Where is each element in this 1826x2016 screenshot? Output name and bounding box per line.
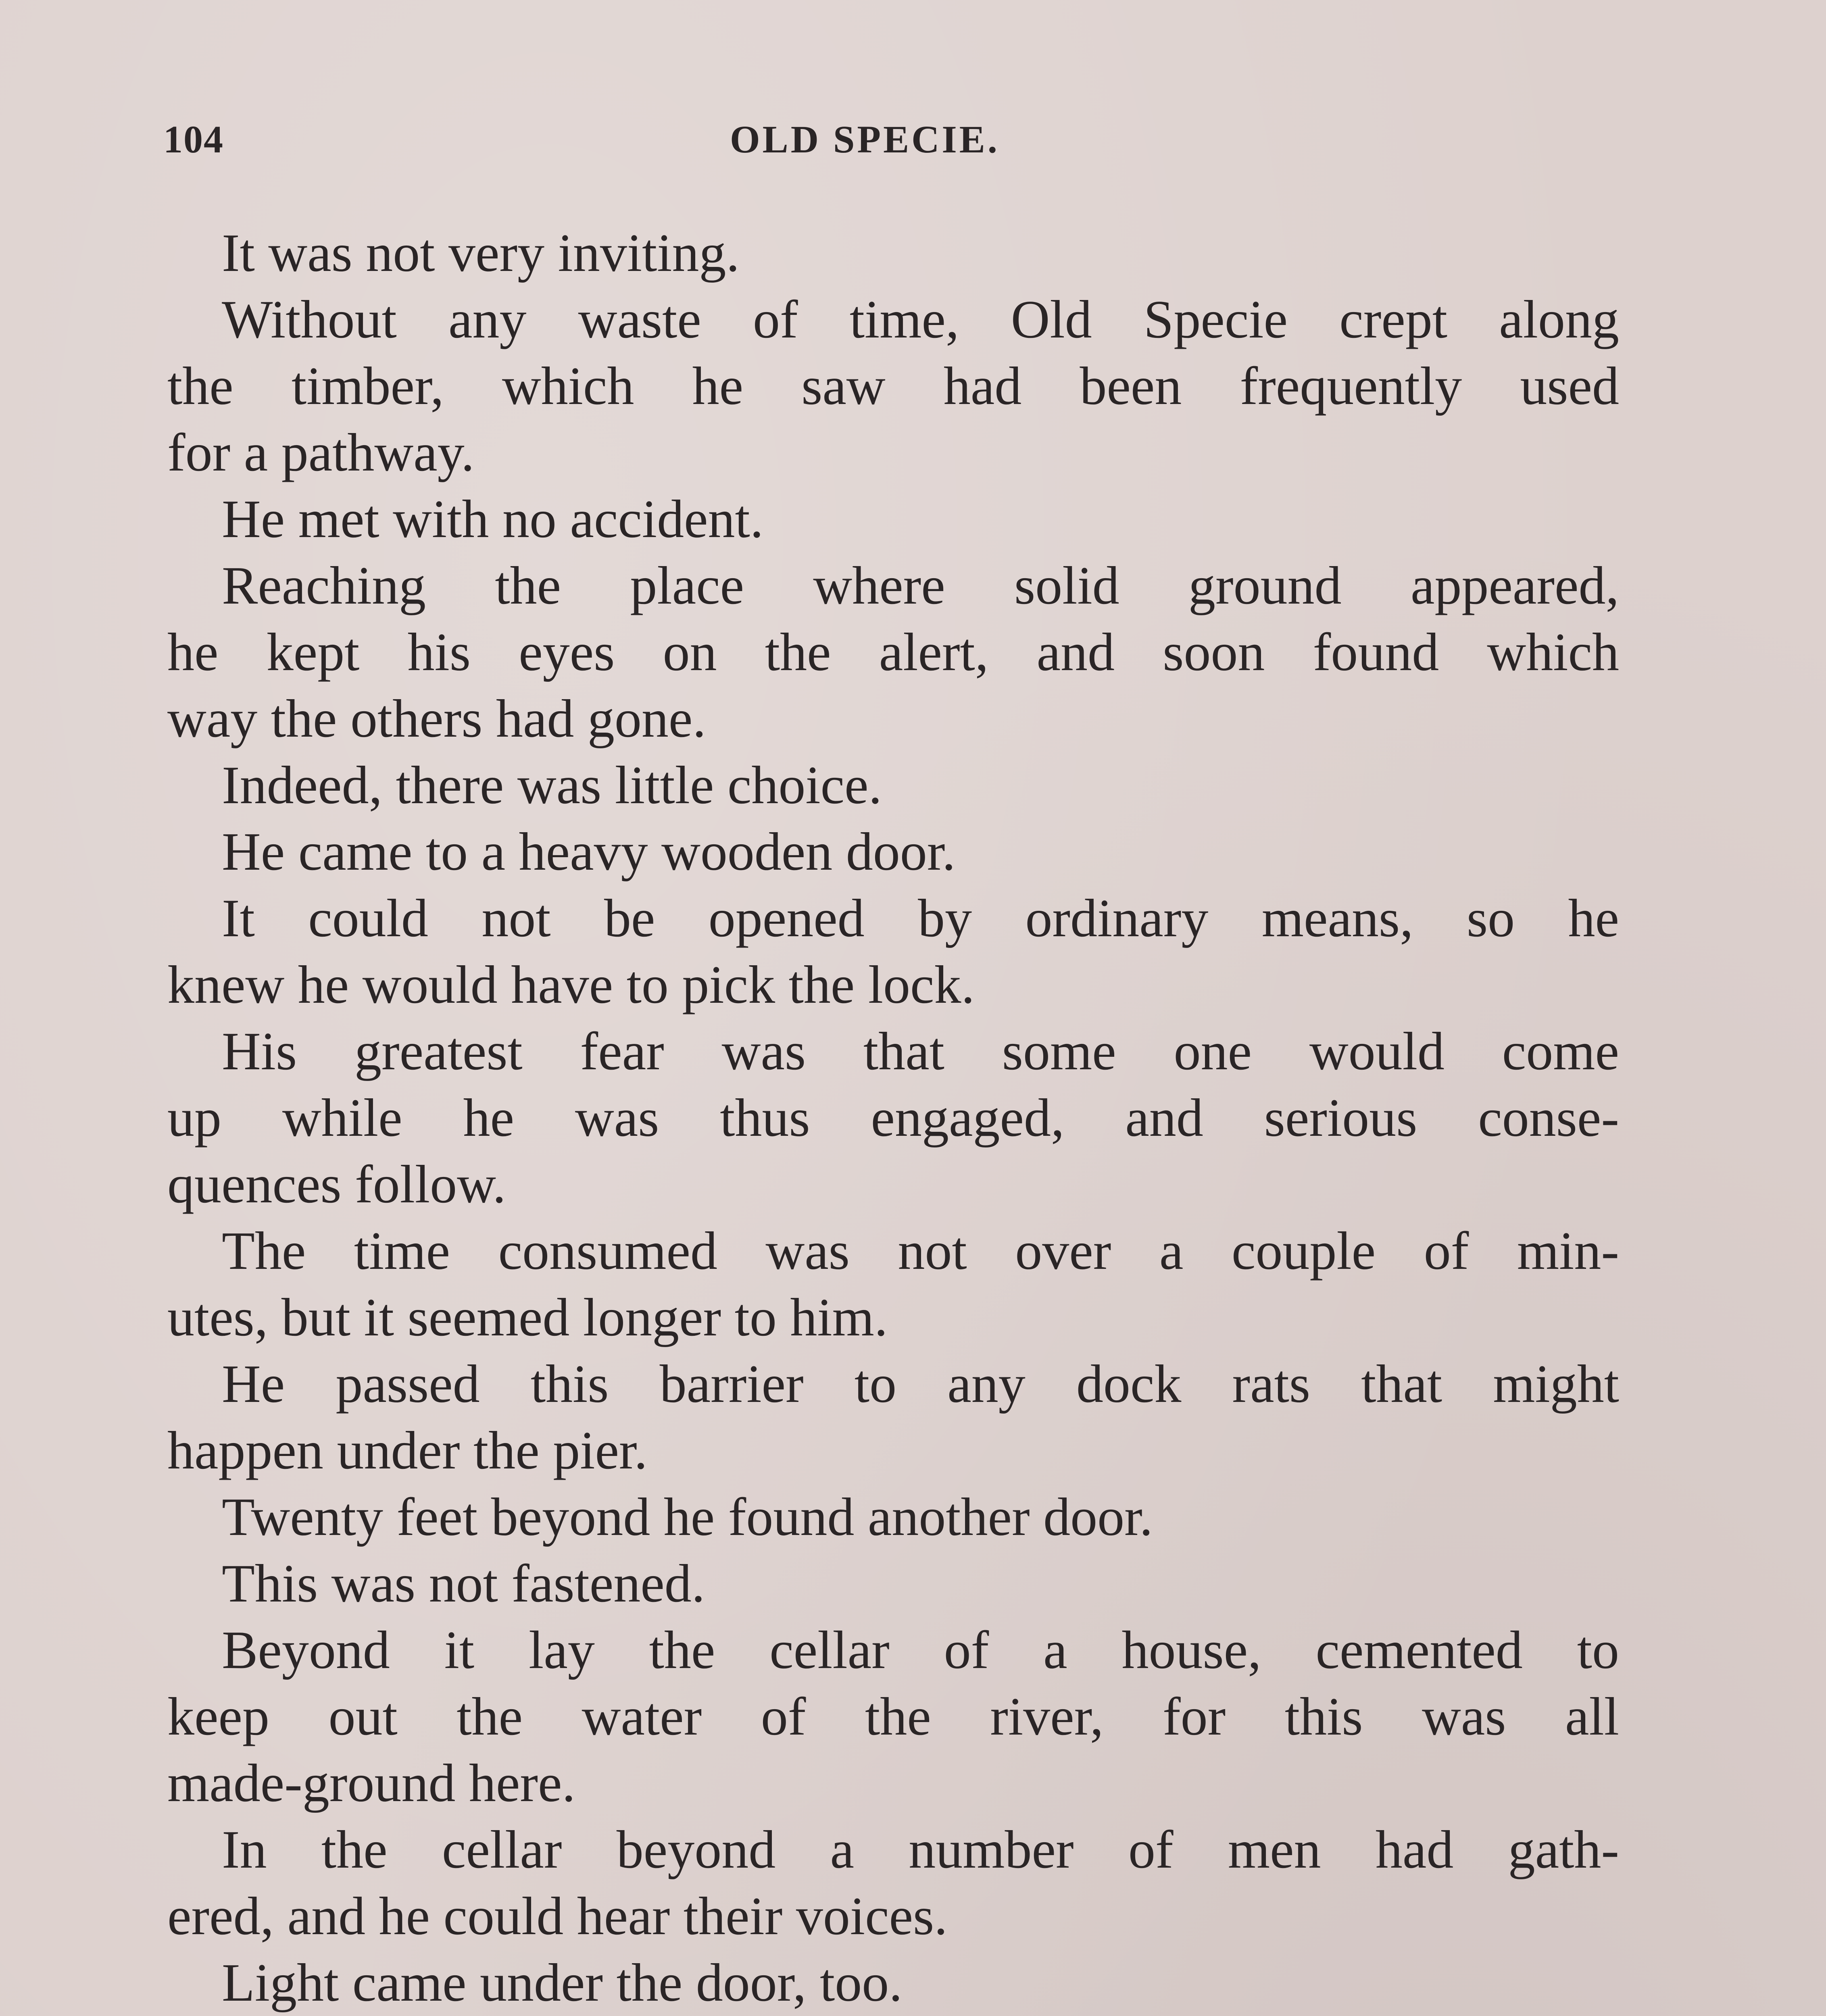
text-line: His greatest fear was that some one would come bbox=[222, 1021, 1619, 1081]
paragraph bbox=[167, 552, 1619, 752]
text-line: he kept his eyes on the alert, and soon found which bbox=[167, 622, 1619, 682]
text-line: It was not very inviting. bbox=[222, 223, 740, 283]
paragraph bbox=[167, 1617, 1619, 1816]
text-line: the timber, which he saw had been frequently used bbox=[167, 356, 1619, 416]
paragraph bbox=[167, 1816, 1619, 1949]
paragraph bbox=[167, 752, 1619, 818]
paragraph bbox=[167, 885, 1619, 1018]
paragraph bbox=[167, 1351, 1619, 1484]
body-text bbox=[167, 220, 1619, 2016]
paragraph bbox=[167, 486, 1619, 552]
text-line: Twenty feet beyond he found another door. bbox=[222, 1487, 1153, 1547]
text-line: Reaching the place where solid ground appeared, bbox=[222, 556, 1619, 615]
text-line: quences follow. bbox=[167, 1154, 506, 1214]
paragraph bbox=[167, 1218, 1619, 1351]
text-line: happen under the pier. bbox=[167, 1420, 648, 1480]
paragraph bbox=[167, 1018, 1619, 1218]
text-line: Beyond it lay the cellar of a house, cemented to bbox=[222, 1620, 1619, 1680]
text-line: Light came under the door, too. bbox=[222, 1953, 903, 2012]
paragraph bbox=[167, 286, 1619, 486]
text-line: ered, and he could hear their voices. bbox=[167, 1886, 948, 1946]
text-line: He came to a heavy wooden door. bbox=[222, 822, 956, 881]
text-line: made-ground here. bbox=[167, 1753, 576, 1813]
paragraph bbox=[167, 220, 1619, 286]
text-line: up while he was thus engaged, and serious conse- bbox=[167, 1088, 1619, 1148]
paragraph bbox=[167, 1484, 1619, 1550]
text-line: for a pathway. bbox=[167, 423, 475, 482]
page-header bbox=[163, 117, 1615, 181]
text-line: Without any waste of time, Old Specie crept along bbox=[222, 289, 1619, 349]
text-line: utes, but it seemed longer to him. bbox=[167, 1287, 888, 1347]
text-line: knew he would have to pick the lock. bbox=[167, 955, 975, 1014]
text-line: keep out the water of the river, for this was all bbox=[167, 1687, 1619, 1746]
text-line: This was not fastened. bbox=[222, 1554, 705, 1613]
page-number: 104 bbox=[163, 118, 224, 161]
text-line: Indeed, there was little choice. bbox=[222, 755, 882, 815]
text-line: He met with no accident. bbox=[222, 489, 764, 549]
paragraph bbox=[167, 818, 1619, 885]
running-head: OLD SPECIE. bbox=[730, 118, 1000, 161]
text-line: It could not be opened by ordinary means, so he bbox=[222, 888, 1619, 948]
paragraph bbox=[167, 1550, 1619, 1617]
text-line: The time consumed was not over a couple of min- bbox=[222, 1221, 1619, 1281]
text-line: He passed this barrier to any dock rats that might bbox=[222, 1354, 1619, 1414]
paragraph bbox=[167, 1949, 1619, 2016]
text-line: way the others had gone. bbox=[167, 689, 706, 748]
text-line: In the cellar beyond a number of men had gath- bbox=[222, 1820, 1619, 1879]
